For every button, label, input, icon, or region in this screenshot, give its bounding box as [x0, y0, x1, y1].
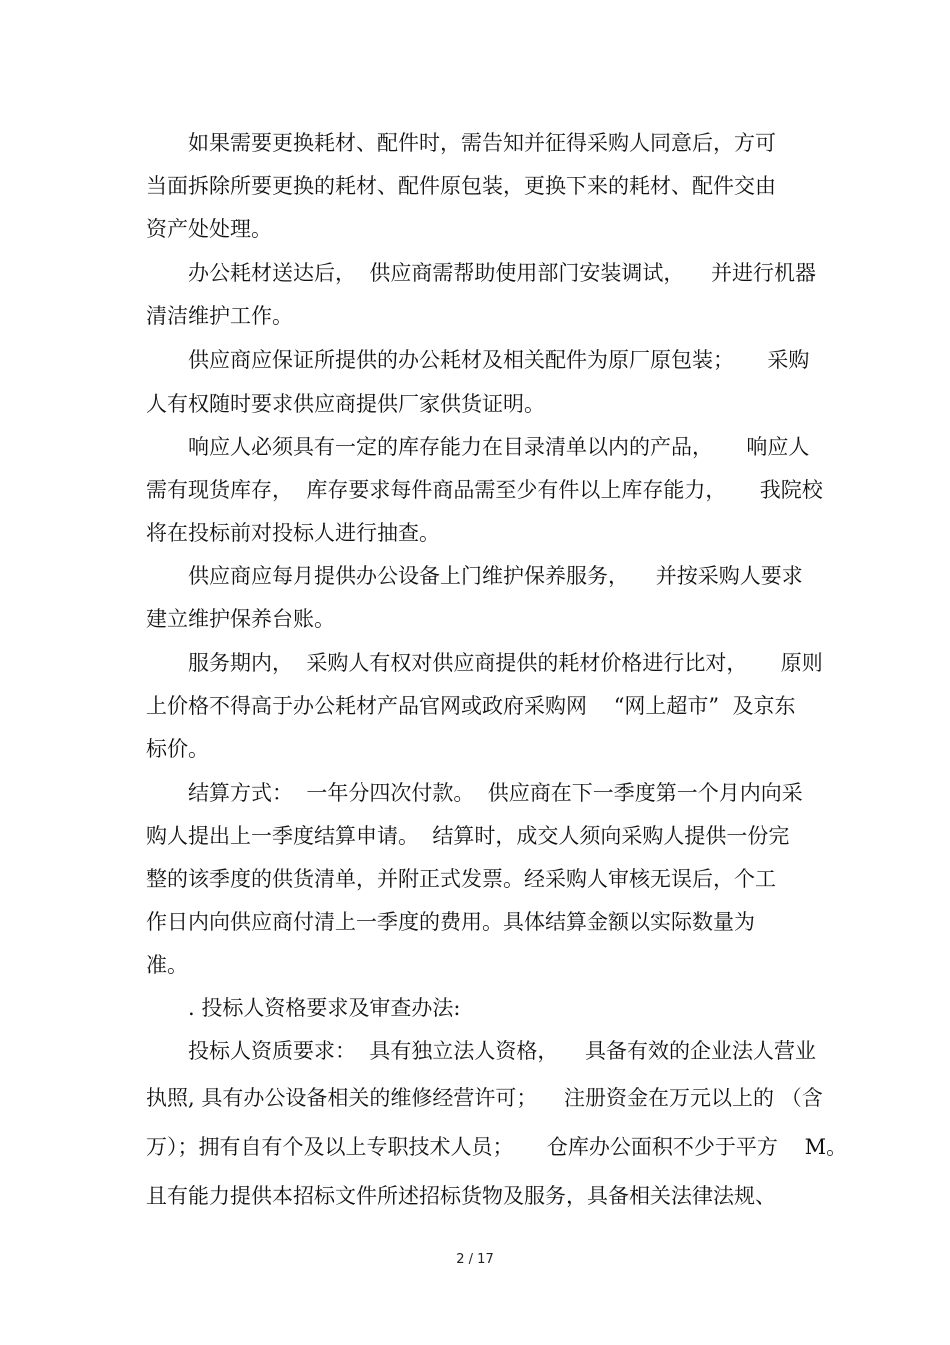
text-line-15: 标价。: [146, 737, 209, 761]
text-line-9: 需有现货库存， 库存要求每件商品需至少有件以上库存能力， 我院校: [146, 478, 823, 502]
text-line-10: 将在投标前对投标人进行抽查。: [146, 521, 440, 545]
text-line-20: 准。: [146, 953, 188, 977]
text-line-25: 且有能力提供本招标文件所述招标货物及服务，具备相关法律法规、: [146, 1184, 776, 1208]
text-line-6: 供应商应保证所提供的办公耗材及相关配件为原厂原包装； 采购: [188, 348, 810, 372]
text-line-11: 供应商应每月提供办公设备上门维护保养服务， 并按采购人要求: [188, 564, 803, 588]
text-line-17: 购人提出上一季度结算申请。 结算时，成交人须向采购人提供一份完: [146, 824, 790, 848]
text-line-2: 当面拆除所要更换的耗材、配件原包装，更换下来的耗材、配件交由: [146, 174, 776, 198]
text-line-5: 清洁维护工作。: [146, 304, 293, 328]
text-line-24: 万）；拥有自有个及以上专职技术人员； 仓库办公面积不少于平方 M。: [146, 1135, 848, 1159]
page-indicator: 2 / 17: [456, 1252, 494, 1267]
text-line-23: 执照, 具有办公设备相关的维修经营许可； 注册资金在万元以上的 （含: [146, 1086, 823, 1110]
text-line-12: 建立维护保养台账。: [146, 607, 335, 631]
text-line-19: 作日内向供应商付清上一季度的费用。具体结算金额以实际数量为: [146, 910, 755, 934]
text-line-7: 人有权随时要求供应商提供厂家供货证明。: [146, 392, 545, 416]
text-line-22: 投标人资质要求： 具有独立法人资格， 具备有效的企业法人营业: [188, 1039, 817, 1063]
text-line-8: 响应人必须具有一定的库存能力在目录清单以内的产品， 响应人: [188, 435, 810, 459]
text-line-1: 如果需要更换耗材、配件时，需告知并征得采购人同意后，方可: [188, 131, 776, 155]
text-line-4: 办公耗材送达后， 供应商需帮助使用部门安装调试， 并进行机器: [188, 261, 817, 285]
text-line-21: . 投标人资格要求及审查办法:: [188, 996, 461, 1020]
text-line-14: 上价格不得高于办公耗材产品官网或政府采购网 “网上超市” 及京东: [146, 694, 796, 718]
text-line-16: 结算方式： 一年分四次付款。 供应商在下一季度第一个月内向采: [188, 781, 803, 805]
text-line-3: 资产处处理。: [146, 217, 272, 241]
text-line-18: 整的该季度的供货清单，并附正式发票。经采购人审核无误后，个工: [146, 867, 776, 891]
text-line-13: 服务期内， 采购人有权对供应商提供的耗材价格进行比对， 原则: [188, 651, 823, 675]
